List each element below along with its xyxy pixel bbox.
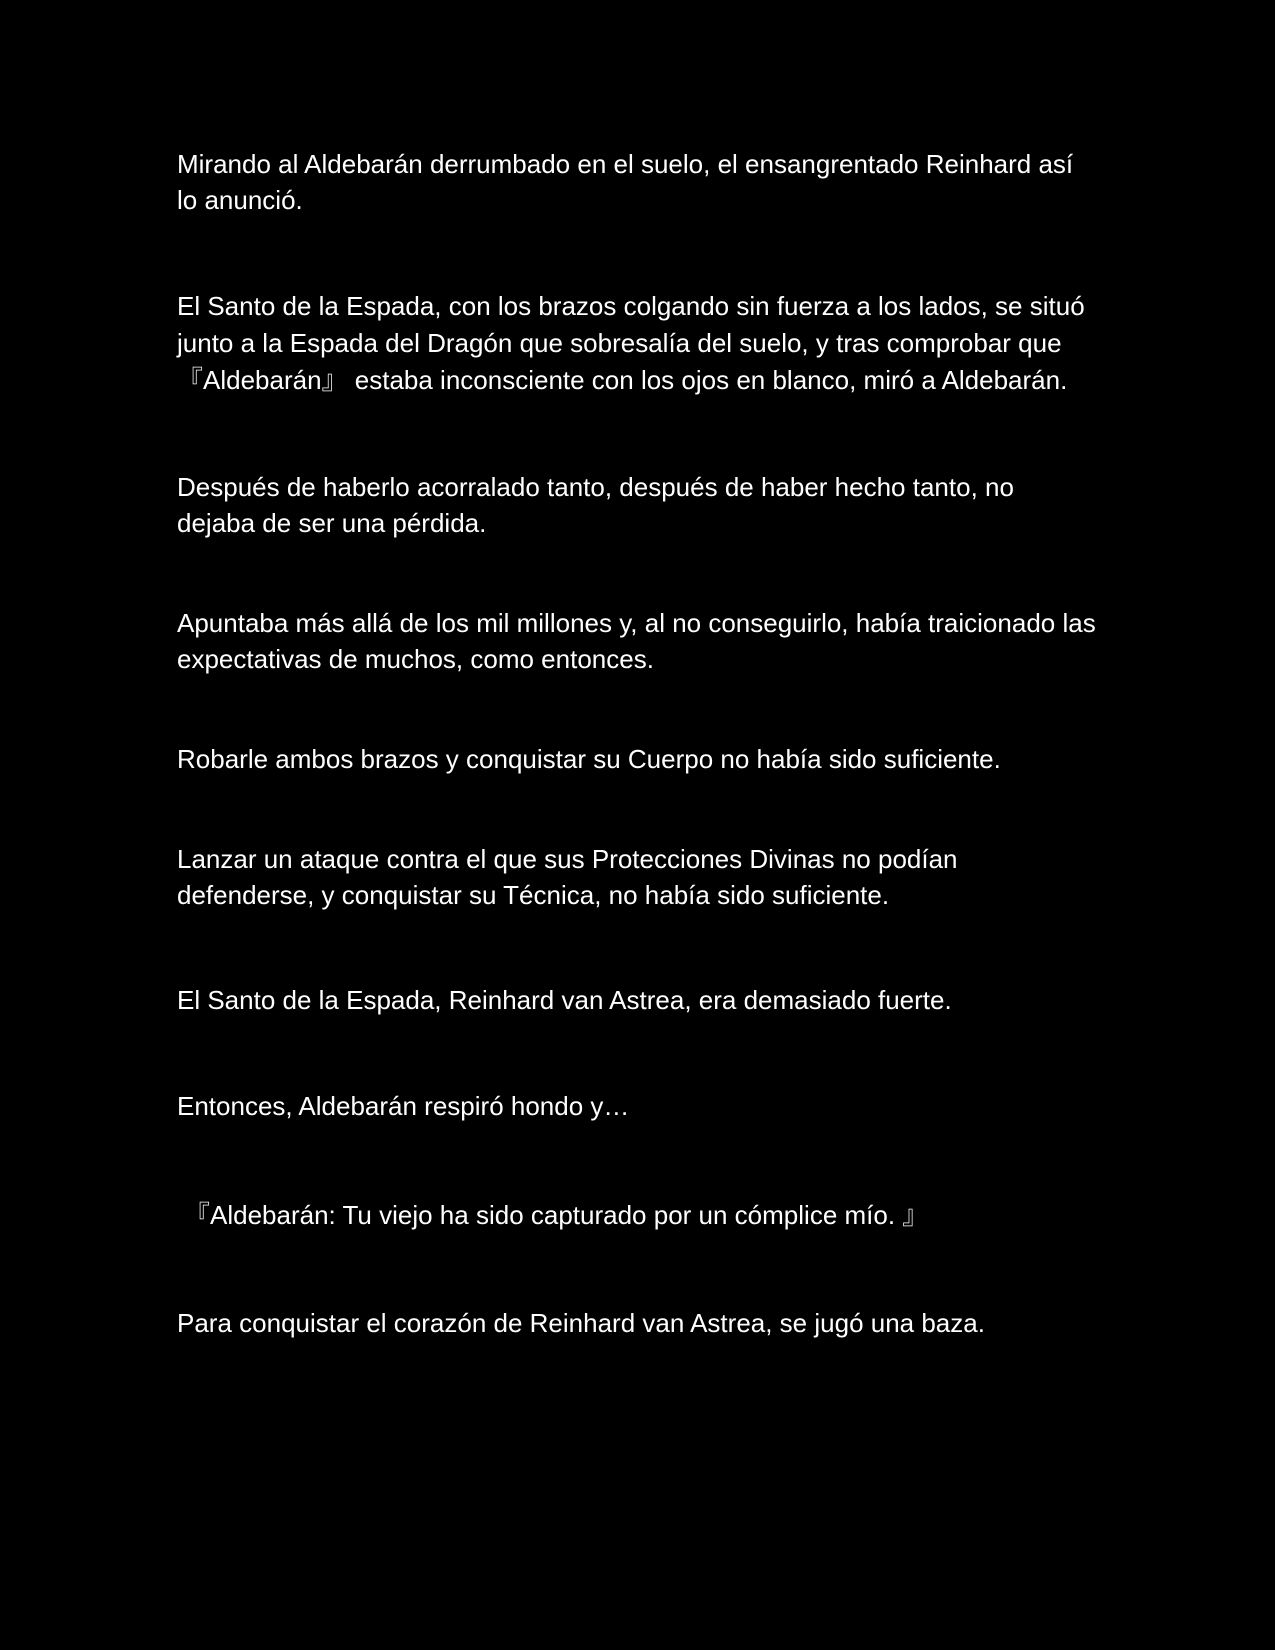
paragraph: Lanzar un ataque contra el que sus Protecciones Divinas no podían defenderse, y conquistar su Técnica, no había sido suficiente. bbox=[177, 844, 958, 910]
paragraph: Entonces, Aldebarán respiró hondo y… bbox=[177, 1091, 630, 1121]
paragraph: Para conquistar el corazón de Reinhard van Astrea, se jugó una baza. bbox=[177, 1308, 985, 1338]
paragraph: El Santo de la Espada, Reinhard van Astrea, era demasiado fuerte. bbox=[177, 985, 952, 1015]
paragraph: Después de haberlo acorralado tanto, después de haber hecho tanto, no dejaba de ser una pérdida. bbox=[177, 472, 1014, 538]
paragraph: Mirando al Aldebarán derrumbado en el suelo, el ensangrentado Reinhard así lo anunció. bbox=[177, 149, 1074, 215]
paragraph: Robarle ambos brazos y conquistar su Cuerpo no había sido suficiente. bbox=[177, 744, 1001, 774]
paragraph: Apuntaba más allá de los mil millones y, al no conseguirlo, había traicionado las expectativas de muchos, como entonces. bbox=[177, 608, 1096, 674]
text-column bbox=[177, 146, 1097, 1341]
paragraph: El Santo de la Espada, con los brazos colgando sin fuerza a los lados, se situó junto a la Espada del Dragón que sobresalía del suelo, y tras comprobar que 『Aldebarán』 estaba inconsciente con los ojos en blanco, miró a Aldebarán. bbox=[177, 291, 1085, 395]
quoted-dialogue: 『Aldebarán: Tu viejo ha sido capturado por un cómplice mío. 』 bbox=[184, 1200, 929, 1230]
